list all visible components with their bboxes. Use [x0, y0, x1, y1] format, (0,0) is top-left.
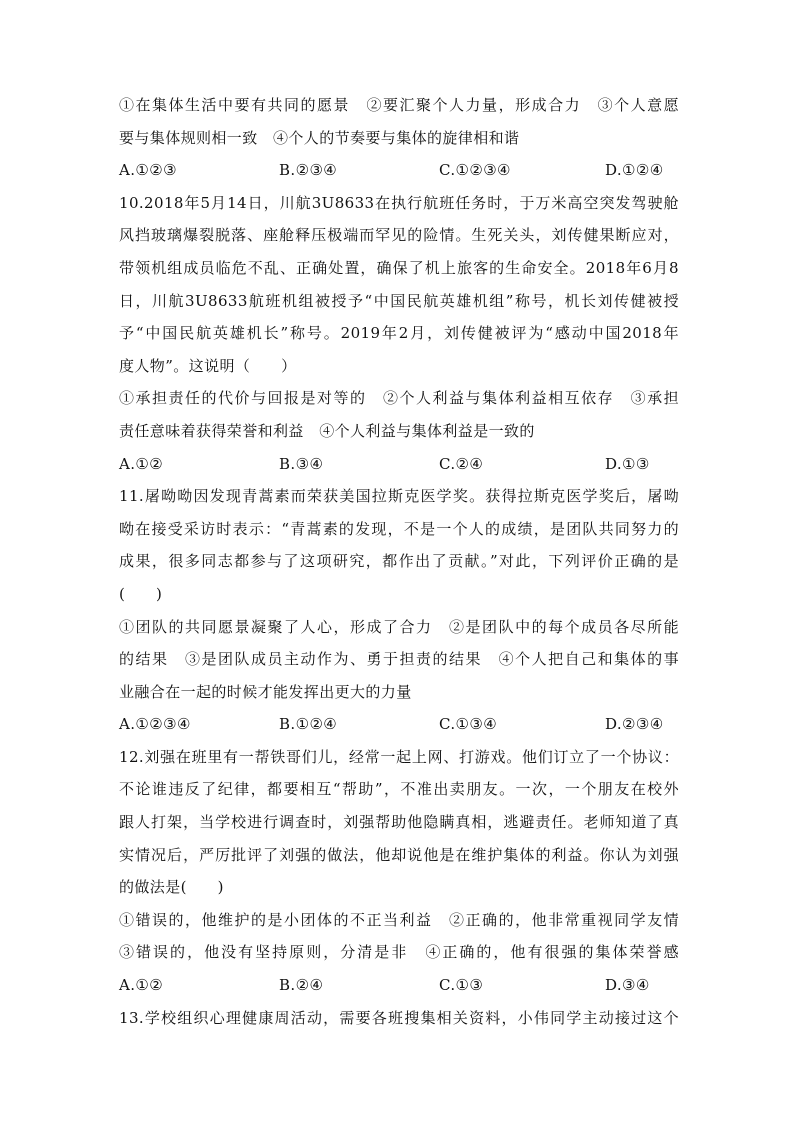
answer-option: C.①③④ — [439, 715, 498, 734]
text-line: 11.屠呦呦因发现青蒿素而荣获美国拉斯克医学奖。获得拉斯克医学奖后，屠呦 — [119, 487, 679, 506]
text-line: ①团队的共同愿景凝聚了人心，形成了合力 ②是团队中的每个成员各尽所能 — [119, 617, 679, 636]
answer-option: C.①③ — [439, 976, 484, 995]
text-line: ①承担责任的代价与回报是对等的 ②个人利益与集体利益相互依存 ③承担 — [119, 389, 679, 408]
answer-options — [119, 453, 679, 475]
answer-option: B.②④ — [279, 976, 324, 995]
text-line: 成果，很多同志都参与了这项研究，都作出了贡献。”对此，下列评价正确的是 — [119, 552, 679, 571]
answer-option: B.③④ — [279, 454, 324, 473]
text-line: 不论谁违反了纪律，都要相互“帮助”，不准出卖朋友。一次，一个朋友在校外 — [119, 780, 679, 799]
answer-options — [119, 159, 679, 181]
text-line: ( ) — [119, 584, 163, 603]
text-line: 呦在接受采访时表示：“青蒿素的发现，不是一个人的成绩，是团队共同努力的 — [119, 519, 679, 538]
text-line: 予“中国民航英雄机长”称号。2019年2月，刘传健被评为“感动中国2018年 — [119, 324, 679, 343]
answer-option: D.③④ — [605, 976, 650, 995]
text-line: 实情况后，严厉批评了刘强的做法，他却说他是在维护集体的利益。你认为刘强 — [119, 845, 679, 864]
text-line: 要与集体规则相一致 ④个人的节奏要与集体的旋律相和谐 — [119, 128, 520, 147]
text-line: 业融合在一起的时候才能发挥出更大的力量 — [119, 682, 412, 701]
text-line: 12.刘强在班里有一帮铁哥们儿，经常一起上网、打游戏。他们订立了一个协议： — [119, 747, 679, 766]
answer-option: C.①②③④ — [439, 161, 511, 180]
answer-option: A.①②③ — [119, 161, 177, 180]
answer-option: B.②③④ — [279, 161, 338, 180]
text-line: 的做法是( ) — [119, 878, 224, 897]
text-line: ①在集体生活中要有共同的愿景 ②要汇聚个人力量，形成合力 ③个人意愿 — [119, 96, 679, 114]
text-line: 的结果 ③是团队成员主动作为、勇于担责的结果 ④个人把自己和集体的事 — [119, 650, 679, 669]
text-line: ①错误的，他维护的是小团体的不正当利益 ②正确的，他非常重视同学友情 — [119, 910, 679, 929]
text-line: 跟人打架，当学校进行调查时，刘强帮助他隐瞒真相，逃避责任。老师知道了真 — [119, 813, 679, 832]
document-page — [119, 94, 679, 1039]
answer-option: D.①③ — [605, 454, 650, 473]
text-line: 日，川航3U8633航班机组被授予“中国民航英雄机组”称号，机长刘传健被授 — [119, 291, 679, 310]
text-line: 带领机组成员临危不乱、正确处置，确保了机上旅客的生命安全。2018年6月8 — [119, 258, 679, 277]
answer-option: A.①② — [119, 976, 164, 995]
answer-option: D.②③④ — [605, 715, 664, 734]
text-line: 责任意味着获得荣誉和利益 ④个人利益与集体利益是一致的 — [119, 421, 535, 440]
answer-option: A.①②③④ — [119, 715, 191, 734]
text-line: 13.学校组织心理健康周活动，需要各班搜集相关资料，小伟同学主动接过这个 — [119, 1008, 679, 1027]
answer-option: B.①②④ — [279, 715, 338, 734]
text-line: ③错误的，他没有坚持原则，分清是非 ④正确的，他有很强的集体荣誉感 — [119, 943, 679, 962]
answer-option: D.①②④ — [605, 161, 664, 180]
answer-options — [119, 713, 679, 735]
answer-options — [119, 974, 679, 996]
answer-option: A.①② — [119, 454, 164, 473]
text-line: 风挡玻璃爆裂脱落、座舱释压极端而罕见的险情。生死关头，刘传健果断应对， — [119, 226, 679, 245]
text-line: 度人物”。这说明（ ） — [119, 356, 297, 375]
answer-option: C.②④ — [439, 454, 484, 473]
text-line: 10.2018年5月14日，川航3U8633在执行航班任务时，于万米高空突发驾驶舱 — [119, 193, 679, 212]
